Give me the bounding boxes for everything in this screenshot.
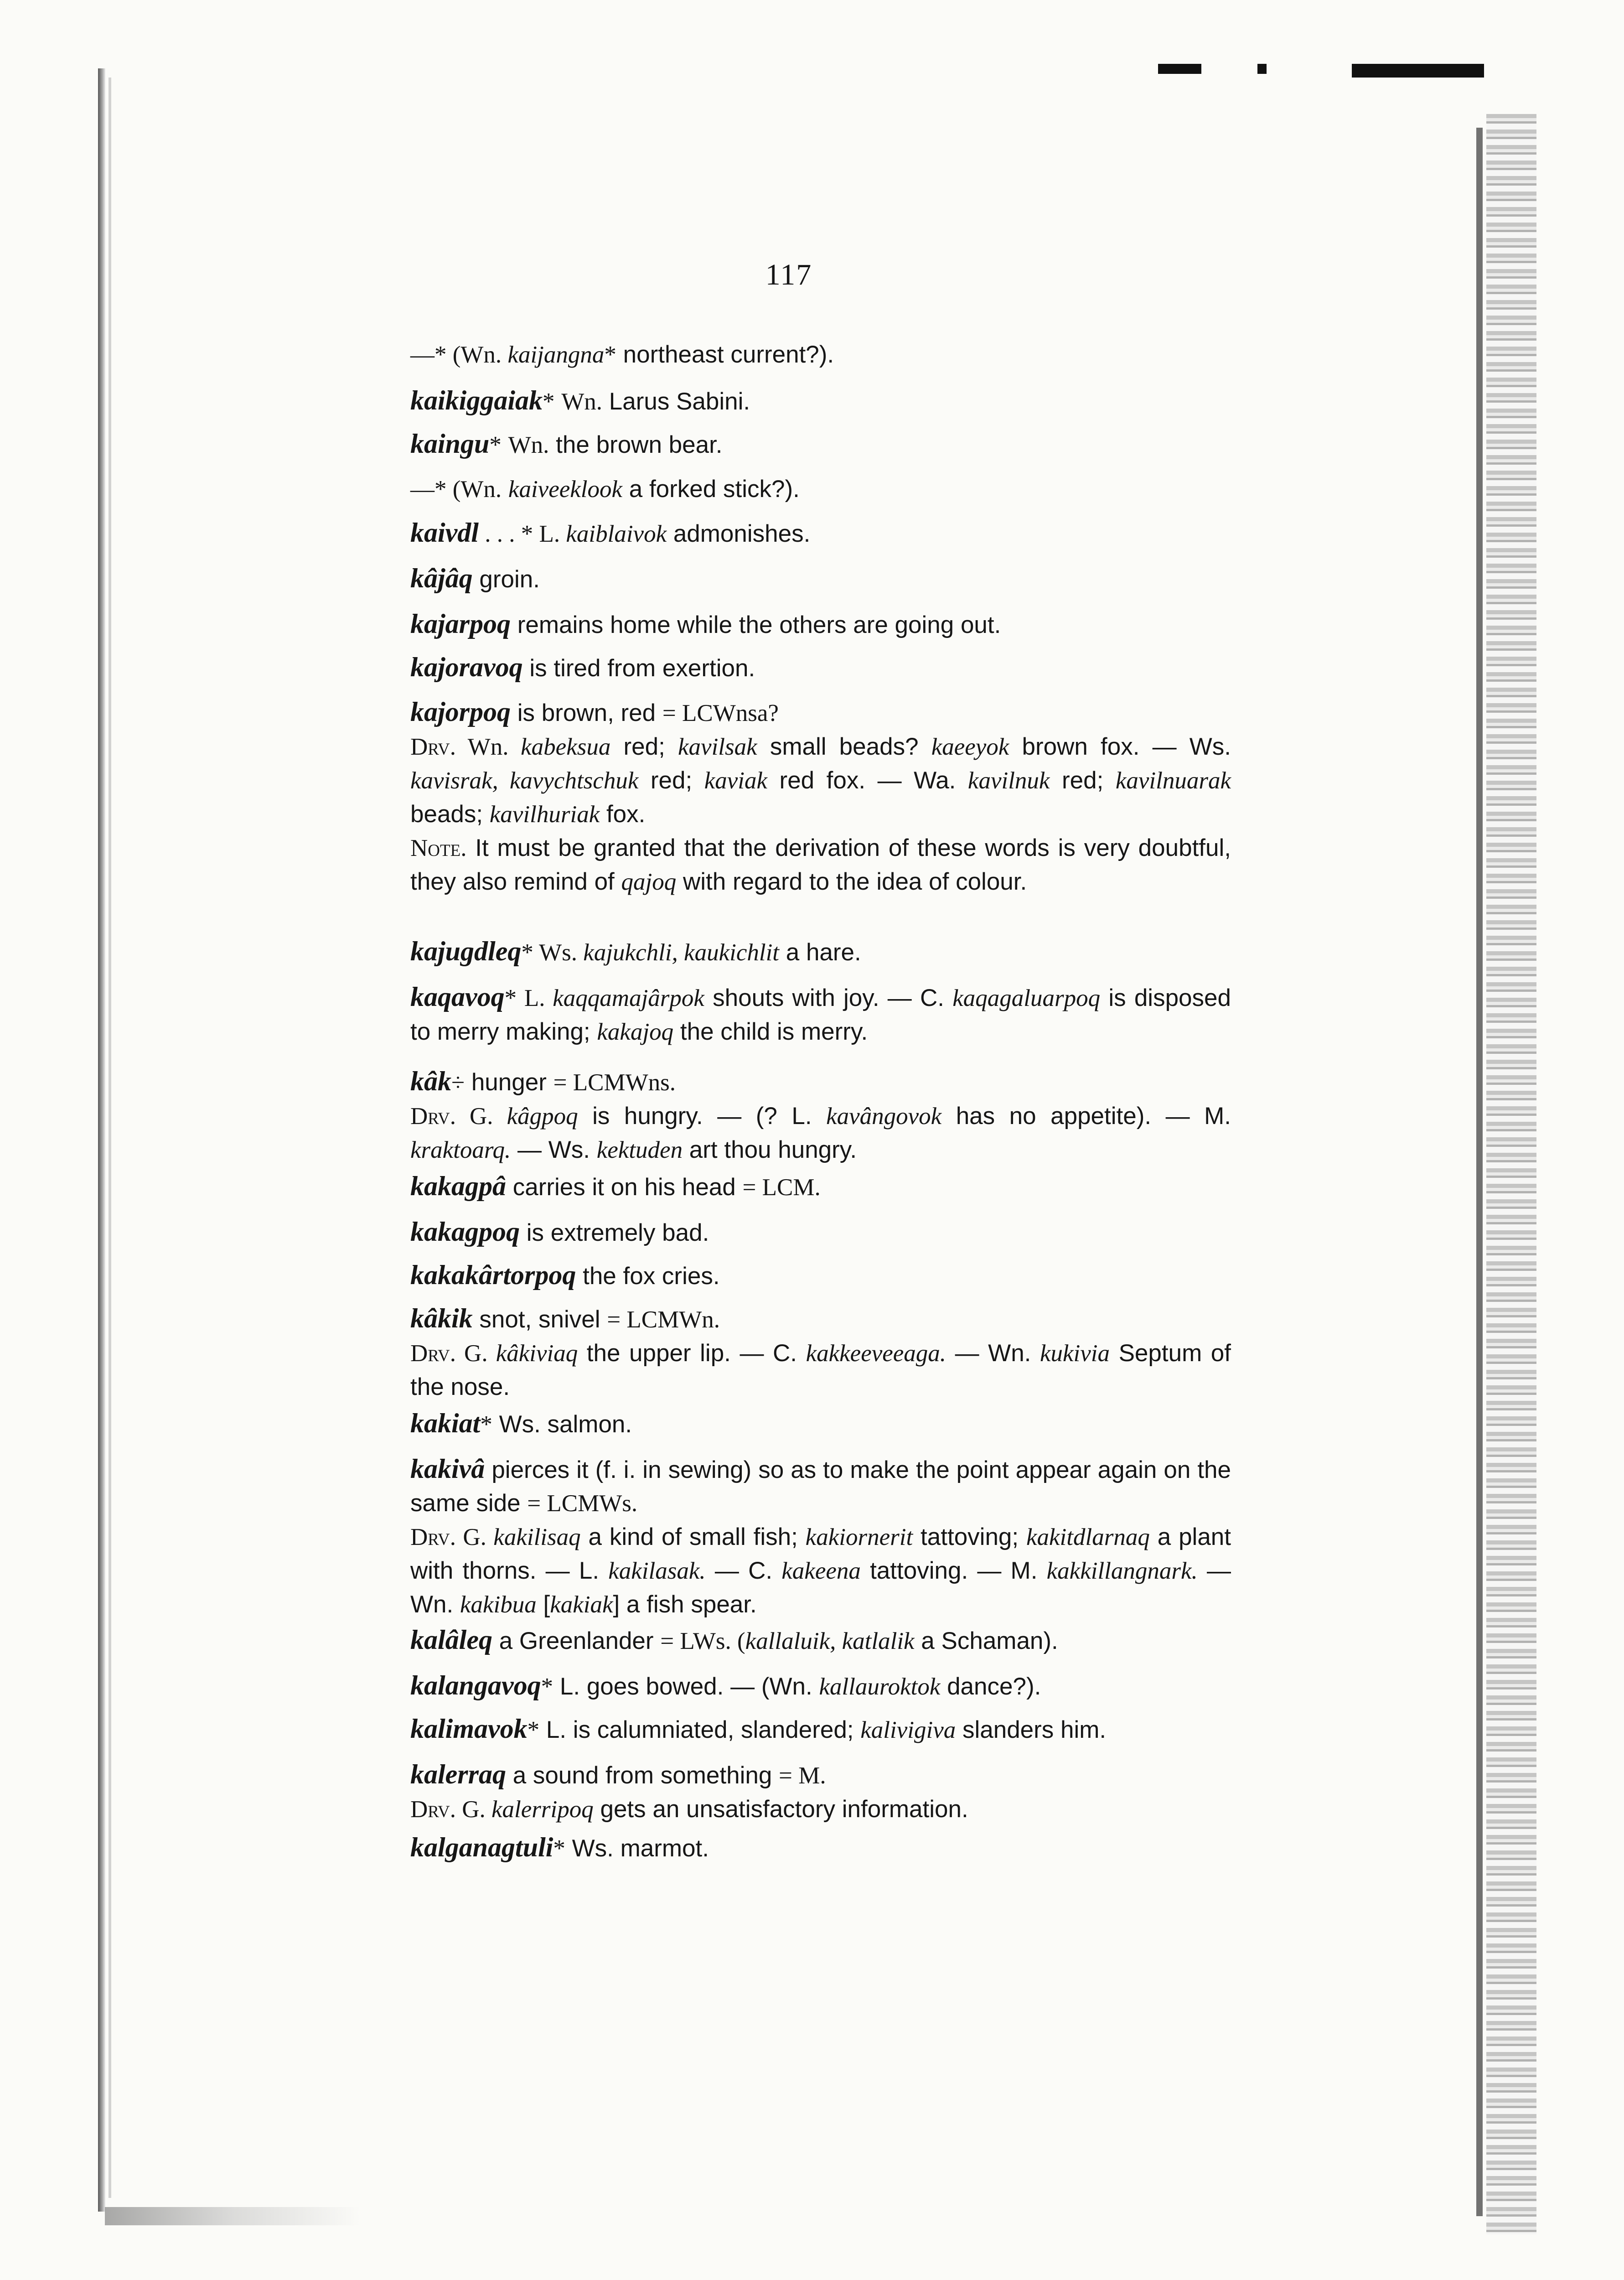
- roman-text: Wn.: [455, 734, 521, 760]
- text-segment: — Ws.: [511, 1136, 597, 1163]
- text-segment: brown fox. — Ws.: [1009, 733, 1231, 760]
- dictionary-entry: [410, 609, 1267, 640]
- entry-derivation: [410, 1793, 1231, 1826]
- entry-block-kajugdleq: [410, 935, 1231, 969]
- roman-text: (: [446, 342, 461, 368]
- dictionary-entry: [410, 385, 1267, 417]
- text-segment: — Wn.: [946, 1340, 1040, 1367]
- italic-text: kakibua: [460, 1591, 537, 1618]
- text-segment: a kind of small fish;: [580, 1523, 806, 1550]
- entry-block-kajorpoq: [410, 695, 1231, 899]
- scan-edge-left-inner: [109, 78, 111, 2198]
- headword: kakakârtorpoq: [410, 1260, 576, 1290]
- text-segment: a hare.: [779, 939, 861, 966]
- headword: kajorpoq: [410, 697, 511, 727]
- italic-text: kaiveeklook: [508, 476, 623, 503]
- text-segment: admonishes.: [667, 520, 811, 547]
- headword: kâjâq: [410, 563, 473, 593]
- headword: kalganagtuli: [410, 1832, 553, 1862]
- entry-note: [410, 831, 1231, 899]
- roman-text: —: [410, 476, 434, 503]
- roman-text: G.: [455, 1340, 496, 1367]
- text-segment: [502, 476, 508, 503]
- entry-derivation: [410, 1520, 1231, 1622]
- text-segment: red;: [1050, 767, 1116, 794]
- headword: kajugdleq: [410, 936, 522, 966]
- entry-block-kalganagtuli: [410, 1831, 1231, 1865]
- scan-edge-left: [98, 68, 105, 2212]
- roman-text: M.: [792, 1762, 826, 1789]
- entry-block-kakiva: [410, 1452, 1231, 1622]
- small-caps-label: Drv.: [410, 1103, 456, 1130]
- italic-text: kalerripoq: [491, 1796, 594, 1823]
- text-segment: L. goes bowed. — (Wn.: [553, 1673, 819, 1700]
- text-segment: [502, 431, 508, 458]
- roman-text: *: [521, 939, 533, 966]
- small-caps-label: Note.: [410, 835, 467, 861]
- text-segment: gets an unsatisfactory information.: [593, 1796, 968, 1823]
- text-segment: art thou hungry.: [683, 1136, 857, 1163]
- headword: kalangavoq: [410, 1670, 541, 1700]
- text-segment: tattoving. — M.: [860, 1557, 1047, 1584]
- roman-text: *: [553, 1835, 565, 1862]
- italic-text: kakajoq: [597, 1019, 674, 1045]
- text-segment: is hungry. — (? L.: [578, 1103, 827, 1130]
- italic-text: kakiak: [550, 1591, 613, 1618]
- italic-text: kakilasak.: [608, 1558, 706, 1584]
- dictionary-entry: [410, 518, 1267, 549]
- text-segment: the child is merry.: [673, 1018, 868, 1045]
- entry-block-kakiat: [410, 1407, 1231, 1441]
- entry-block-kaqavoq: [410, 980, 1231, 1049]
- text-segment: It must be granted that the derivation of these words is very doubtful, they also remind of: [410, 834, 1231, 895]
- roman-text: =: [779, 1762, 792, 1789]
- roman-text: LCWnsa?: [676, 700, 779, 726]
- entry-block-kalangavoq: [410, 1669, 1231, 1704]
- text-segment: a Greenlander: [492, 1627, 661, 1654]
- roman-text: *: [604, 342, 616, 368]
- text-segment: is extremely bad.: [520, 1219, 709, 1246]
- entry-block-kakakartorpoq: [410, 1259, 1231, 1293]
- text-segment: red fox. — Wa.: [767, 767, 968, 794]
- headword: kakiat: [410, 1408, 481, 1438]
- roman-text: *: [434, 342, 447, 368]
- roman-text: =: [660, 1628, 674, 1654]
- page-number: 117: [765, 258, 812, 291]
- italic-text: kajukchli, kaukichlit: [583, 939, 780, 966]
- italic-text: kaiblaivok: [566, 521, 667, 547]
- headword: kaingu: [410, 429, 490, 459]
- text-segment: red;: [638, 767, 704, 794]
- roman-text: LCM.: [756, 1174, 821, 1201]
- italic-text: kavilsak: [678, 734, 757, 760]
- italic-text: kavângovok: [826, 1103, 942, 1130]
- italic-text: kâgpoq: [507, 1103, 578, 1130]
- dictionary-entry: [410, 429, 1267, 460]
- italic-text: kakkillangnark.: [1046, 1558, 1198, 1584]
- italic-text: kâkiviaq: [496, 1340, 578, 1367]
- text-segment: Ws. marmot.: [565, 1835, 709, 1862]
- italic-text: kukivia: [1040, 1340, 1110, 1367]
- headword: kalâleq: [410, 1625, 492, 1655]
- italic-text: kaqqamajârpok: [553, 985, 704, 1011]
- italic-text: kavilnuarak: [1115, 767, 1231, 794]
- text-segment: fox.: [600, 801, 646, 828]
- text-segment: northeast current?).: [616, 341, 834, 368]
- italic-text: kallauroktok: [819, 1674, 941, 1700]
- text-segment: beads;: [410, 801, 490, 828]
- roman-text: *: [504, 985, 517, 1011]
- italic-text: kakiornerit: [805, 1524, 913, 1550]
- roman-text: LWs. (: [674, 1628, 745, 1654]
- text-segment: carries it on his head: [506, 1174, 743, 1201]
- italic-text: kektuden: [596, 1137, 683, 1163]
- roman-text: Wn.: [460, 476, 502, 503]
- text-segment: the fox cries.: [576, 1263, 720, 1290]
- italic-text: kaqagaluarpoq: [952, 985, 1101, 1011]
- entry-block-kalerraq: [410, 1758, 1231, 1826]
- headword: kaivdl: [410, 518, 479, 548]
- text-segment: a sound from something: [506, 1762, 779, 1789]
- italic-text: kaijangna: [507, 342, 605, 368]
- scan-edge-right-inner: [1476, 128, 1483, 2216]
- text-segment: shouts with joy. — C.: [704, 985, 953, 1011]
- roman-text: =: [527, 1490, 541, 1517]
- entry-derivation: [410, 1337, 1231, 1404]
- entry-block-kakagpa: [410, 1170, 1231, 1204]
- text-segment: — C.: [705, 1557, 782, 1584]
- roman-text: LCMWs.: [541, 1490, 638, 1517]
- small-caps-label: Drv.: [410, 1524, 456, 1550]
- headword: kalerraq: [410, 1759, 506, 1789]
- headword: kakagpoq: [410, 1217, 520, 1247]
- italic-text: kaviak: [704, 767, 768, 794]
- text-segment: hunger: [465, 1069, 553, 1096]
- small-caps-label: Drv.: [410, 734, 456, 760]
- text-segment: — Wn.: [410, 1557, 1231, 1618]
- roman-text: (: [446, 476, 461, 503]
- italic-text: kaeeyok: [931, 734, 1009, 760]
- roman-text: =: [662, 700, 676, 726]
- italic-text: kavilhuriak: [489, 801, 600, 828]
- headword: kajoravoq: [410, 652, 523, 682]
- roman-text: Wn.: [508, 432, 549, 458]
- roman-text: *: [543, 389, 555, 415]
- roman-text: LCMWns.: [567, 1069, 676, 1096]
- text-segment: [: [536, 1591, 550, 1618]
- text-segment: is tired from exertion.: [522, 655, 755, 682]
- roman-text: Wn.: [460, 342, 502, 368]
- italic-text: kavisrak, kavychtschuk: [410, 767, 639, 794]
- text-segment: Septum of the nose.: [410, 1340, 1231, 1400]
- headword: kalimavok: [410, 1714, 528, 1744]
- roman-text: =: [607, 1306, 621, 1333]
- scan-edge-right: [1486, 114, 1536, 2234]
- roman-text: LCMWn.: [621, 1306, 720, 1333]
- text-segment: ] a fish spear.: [613, 1591, 757, 1618]
- text-segment: the brown bear.: [549, 431, 723, 458]
- text-segment: a plant with thorns. — L.: [410, 1523, 1231, 1584]
- headword: kâkik: [410, 1303, 473, 1333]
- scan-top-mark: [1158, 64, 1201, 74]
- roman-text: *: [434, 476, 447, 503]
- italic-text: kallaluik, katlalik: [745, 1628, 915, 1654]
- roman-text: . . .: [478, 521, 521, 547]
- headword: kakagpâ: [410, 1171, 506, 1201]
- scan-top-mark: [1257, 64, 1267, 74]
- entry-block-kalaleq: [410, 1623, 1231, 1658]
- roman-text: ÷: [451, 1069, 465, 1096]
- italic-text: kakkeeveeaga.: [806, 1340, 946, 1367]
- text-segment: pierces it (f. i. in sewing) so as to make the point appear again on the same side: [410, 1456, 1231, 1517]
- text-segment: with regard to the idea of colour.: [676, 868, 1027, 895]
- dictionary-entry: [410, 340, 1267, 370]
- roman-text: G.: [455, 1524, 494, 1550]
- text-segment: red;: [610, 733, 678, 760]
- italic-text: kabeksua: [521, 734, 611, 760]
- text-segment: remains home while the others are going out.: [511, 611, 1001, 638]
- roman-text: *: [480, 1411, 492, 1438]
- small-caps-label: Drv.: [410, 1340, 456, 1367]
- roman-text: *: [521, 521, 533, 547]
- roman-text: L.: [517, 985, 553, 1011]
- text-segment: a Schaman).: [914, 1627, 1058, 1654]
- scan-bottom-smudge: [105, 2207, 360, 2225]
- entry-block-kalimavok: [410, 1712, 1231, 1747]
- roman-text: *: [489, 432, 502, 458]
- text-segment: snot, snivel: [472, 1306, 607, 1333]
- roman-text: Ws.: [533, 939, 584, 966]
- small-caps-label: Drv.: [410, 1796, 456, 1823]
- roman-text: =: [553, 1069, 567, 1096]
- italic-text: kavilnuk: [967, 767, 1050, 794]
- roman-text: =: [742, 1174, 756, 1201]
- roman-text: —: [410, 342, 434, 368]
- roman-text: G.: [455, 1796, 491, 1823]
- text-segment: slanders him.: [956, 1716, 1107, 1743]
- entry-block-kak: [410, 1065, 1231, 1167]
- headword: kaqavoq: [410, 982, 505, 1012]
- dictionary-entry: [410, 474, 1267, 504]
- dictionary-entry: [410, 563, 1267, 595]
- headword: kâk: [410, 1066, 451, 1096]
- roman-text: L.: [533, 521, 566, 547]
- text-segment: tattoving;: [913, 1523, 1026, 1550]
- roman-text: Wn.: [561, 389, 603, 415]
- roman-text: [502, 342, 507, 368]
- roman-text: G.: [455, 1103, 507, 1130]
- italic-text: kakilisaq: [493, 1524, 581, 1550]
- entry-headword-line: [410, 695, 1231, 730]
- text-segment: small beads?: [757, 733, 931, 760]
- entry-block-kakik: [410, 1302, 1231, 1404]
- italic-text: kalivigiva: [860, 1717, 956, 1743]
- entry-derivation: [410, 730, 1231, 831]
- roman-text: *: [541, 1674, 553, 1700]
- text-segment: dance?).: [940, 1673, 1041, 1700]
- entry-block-kakagpoq: [410, 1215, 1231, 1249]
- entry-headword-line: [410, 1302, 1231, 1337]
- scan-top-mark: [1352, 64, 1484, 78]
- text-segment: has no appetite). — M.: [941, 1103, 1231, 1130]
- headword: kakivâ: [410, 1454, 485, 1484]
- text-segment: the upper lip. — C.: [578, 1340, 806, 1367]
- italic-text: kakitdlarnaq: [1026, 1524, 1150, 1550]
- text-segment: L. is calumniated, slandered;: [539, 1716, 861, 1743]
- italic-text: kraktoarq.: [410, 1137, 511, 1163]
- italic-text: qajoq: [621, 869, 677, 895]
- entry-headword-line: [410, 1452, 1231, 1520]
- text-segment: Larus Sabini.: [602, 388, 750, 415]
- headword: kaikiggaiak: [410, 385, 543, 415]
- text-segment: a forked stick?).: [622, 476, 800, 503]
- entry-headword-line: [410, 1065, 1231, 1099]
- text-segment: is brown, red: [511, 700, 662, 726]
- text-segment: is disposed to merry making;: [410, 985, 1231, 1045]
- italic-text: kakeena: [781, 1558, 861, 1584]
- headword: kajarpoq: [410, 609, 511, 639]
- entry-headword-line: [410, 1758, 1231, 1793]
- text-segment: [555, 388, 562, 415]
- roman-text: *: [527, 1717, 540, 1743]
- text-segment: groin.: [472, 566, 540, 593]
- entry-derivation: [410, 1099, 1231, 1167]
- dictionary-entry: [410, 652, 1267, 684]
- text-segment: Ws. salmon.: [492, 1411, 632, 1438]
